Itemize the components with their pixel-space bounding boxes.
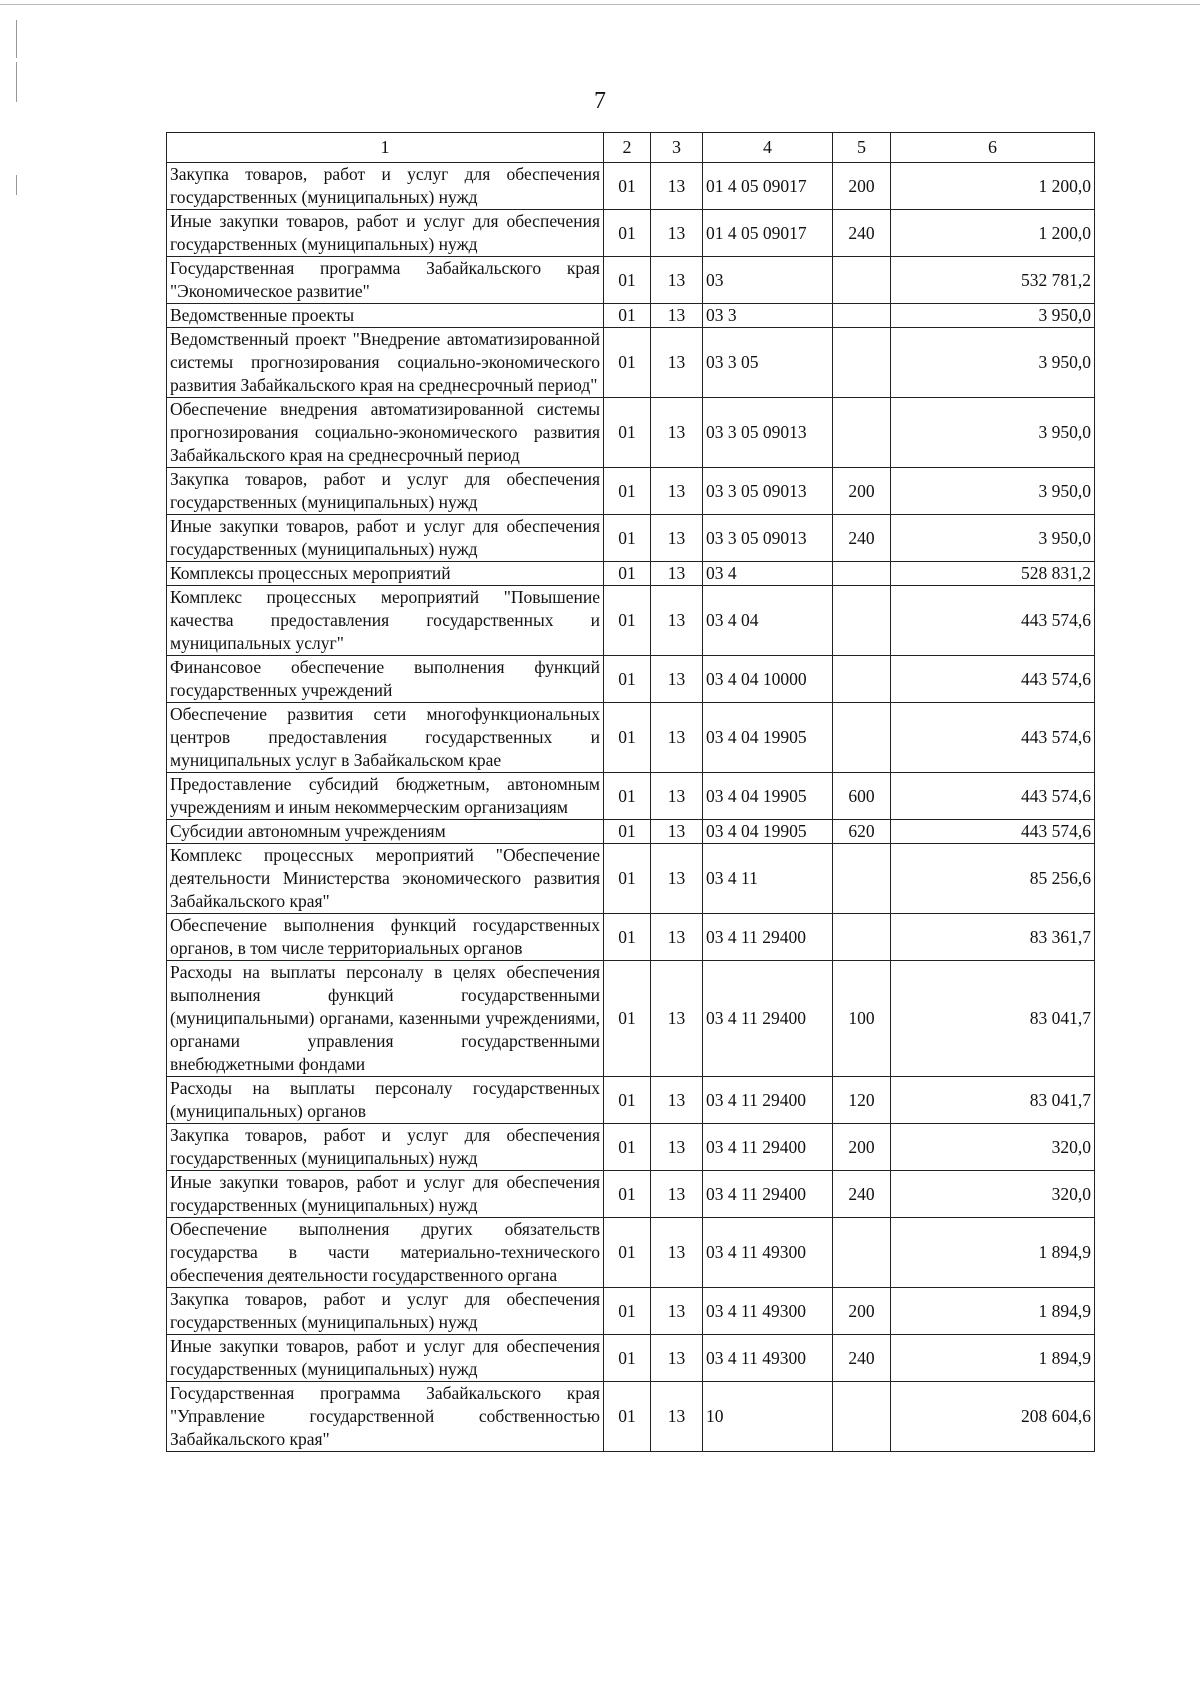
amount-cell: 320,0 [891,1171,1095,1218]
target-article-cell: 03 4 11 [703,844,833,914]
scan-edge-line [0,4,1200,5]
table-row [167,844,1095,914]
subsection-code-cell: 13 [651,257,703,304]
table-row [167,328,1095,398]
item-name-cell: Иные закупки товаров, работ и услуг для обеспечения государственных (муниципальных) нужд [167,1335,604,1382]
target-article-cell: 01 4 05 09017 [703,210,833,257]
amount-cell: 85 256,6 [891,844,1095,914]
column-header: 1 [167,133,604,163]
expense-type-cell [833,304,891,328]
subsection-code-cell: 13 [651,304,703,328]
section-code-cell: 01 [604,1335,651,1382]
section-code-cell: 01 [604,1077,651,1124]
table-row [167,1288,1095,1335]
subsection-code-cell: 13 [651,1218,703,1288]
amount-cell: 1 200,0 [891,210,1095,257]
subsection-code-cell: 13 [651,703,703,773]
page-number: 7 [594,88,606,114]
target-article-cell: 03 3 05 09013 [703,515,833,562]
amount-cell: 1 894,9 [891,1218,1095,1288]
subsection-code-cell: 13 [651,656,703,703]
section-code-cell: 01 [604,328,651,398]
target-article-cell: 03 3 05 09013 [703,468,833,515]
target-article-cell: 03 4 11 29400 [703,1077,833,1124]
column-header: 3 [651,133,703,163]
section-code-cell: 01 [604,468,651,515]
table-row [167,1218,1095,1288]
expense-type-cell [833,1218,891,1288]
amount-cell: 3 950,0 [891,515,1095,562]
table-row [167,1335,1095,1382]
amount-cell: 443 574,6 [891,820,1095,844]
target-article-cell: 03 4 11 29400 [703,961,833,1077]
target-article-cell: 03 4 11 29400 [703,1124,833,1171]
section-code-cell: 01 [604,210,651,257]
target-article-cell: 03 3 [703,304,833,328]
section-code-cell: 01 [604,1218,651,1288]
target-article-cell: 03 4 11 29400 [703,1171,833,1218]
table-row [167,773,1095,820]
expense-type-cell: 600 [833,773,891,820]
subsection-code-cell: 13 [651,961,703,1077]
target-article-cell: 03 4 04 19905 [703,820,833,844]
subsection-code-cell: 13 [651,515,703,562]
expense-type-cell: 120 [833,1077,891,1124]
expense-type-cell [833,398,891,468]
expense-type-cell: 100 [833,961,891,1077]
item-name-cell: Комплекс процессных мероприятий "Обеспечение деятельности Министерства экономического развития Забайкальского края" [167,844,604,914]
column-header: 6 [891,133,1095,163]
budget-table [166,132,1095,1452]
amount-cell: 320,0 [891,1124,1095,1171]
expense-type-cell [833,257,891,304]
section-code-cell: 01 [604,1288,651,1335]
item-name-cell: Государственная программа Забайкальского края "Экономическое развитие" [167,257,604,304]
section-code-cell: 01 [604,703,651,773]
expense-type-cell [833,1382,891,1452]
table-row [167,468,1095,515]
amount-cell: 3 950,0 [891,328,1095,398]
table-row [167,656,1095,703]
item-name-cell: Ведомственный проект "Внедрение автоматизированной системы прогнозирования социально-экономического развития Забайкальского края на среднесрочный период" [167,328,604,398]
table-row [167,820,1095,844]
item-name-cell: Иные закупки товаров, работ и услуг для обеспечения государственных (муниципальных) нужд [167,1171,604,1218]
section-code-cell: 01 [604,163,651,210]
scan-margin-mark [16,20,17,58]
table-row [167,703,1095,773]
target-article-cell: 10 [703,1382,833,1452]
subsection-code-cell: 13 [651,773,703,820]
item-name-cell: Закупка товаров, работ и услуг для обеспечения государственных (муниципальных) нужд [167,1288,604,1335]
section-code-cell: 01 [604,961,651,1077]
item-name-cell: Обеспечение внедрения автоматизированной системы прогнозирования социально-экономического развития Забайкальского края на среднесрочный период [167,398,604,468]
item-name-cell: Иные закупки товаров, работ и услуг для обеспечения государственных (муниципальных) нужд [167,515,604,562]
amount-cell: 1 894,9 [891,1288,1095,1335]
section-code-cell: 01 [604,914,651,961]
table-row [167,1171,1095,1218]
section-code-cell: 01 [604,773,651,820]
subsection-code-cell: 13 [651,1335,703,1382]
subsection-code-cell: 13 [651,1171,703,1218]
target-article-cell: 03 [703,257,833,304]
item-name-cell: Субсидии автономным учреждениям [167,820,604,844]
amount-cell: 532 781,2 [891,257,1095,304]
expense-type-cell: 240 [833,1335,891,1382]
section-code-cell: 01 [604,820,651,844]
subsection-code-cell: 13 [651,820,703,844]
subsection-code-cell: 13 [651,1077,703,1124]
target-article-cell: 03 4 11 49300 [703,1288,833,1335]
amount-cell: 443 574,6 [891,773,1095,820]
target-article-cell: 03 4 04 19905 [703,773,833,820]
target-article-cell: 03 3 05 [703,328,833,398]
expense-type-cell: 240 [833,515,891,562]
item-name-cell: Государственная программа Забайкальского края "Управление государственной собственностью Забайкальского края" [167,1382,604,1452]
column-header: 2 [604,133,651,163]
table-body [167,163,1095,1452]
section-code-cell: 01 [604,586,651,656]
amount-cell: 528 831,2 [891,562,1095,586]
amount-cell: 1 894,9 [891,1335,1095,1382]
expense-type-cell: 200 [833,1124,891,1171]
subsection-code-cell: 13 [651,586,703,656]
subsection-code-cell: 13 [651,398,703,468]
expense-type-cell [833,844,891,914]
target-article-cell: 03 4 11 49300 [703,1335,833,1382]
section-code-cell: 01 [604,257,651,304]
amount-cell: 443 574,6 [891,656,1095,703]
table-header-row [167,133,1095,163]
subsection-code-cell: 13 [651,1124,703,1171]
expense-type-cell: 200 [833,468,891,515]
item-name-cell: Иные закупки товаров, работ и услуг для обеспечения государственных (муниципальных) нужд [167,210,604,257]
subsection-code-cell: 13 [651,210,703,257]
amount-cell: 1 200,0 [891,163,1095,210]
item-name-cell: Комплексы процессных мероприятий [167,562,604,586]
target-article-cell: 03 4 04 10000 [703,656,833,703]
expense-type-cell: 200 [833,1288,891,1335]
item-name-cell: Ведомственные проекты [167,304,604,328]
table-row [167,515,1095,562]
target-article-cell: 03 4 11 49300 [703,1218,833,1288]
expense-type-cell: 240 [833,1171,891,1218]
table-row [167,562,1095,586]
table-row [167,210,1095,257]
target-article-cell: 03 3 05 09013 [703,398,833,468]
table-row [167,1077,1095,1124]
item-name-cell: Обеспечение развития сети многофункциональных центров предоставления государственных и муниципальных услуг в Забайкальском крае [167,703,604,773]
item-name-cell: Предоставление субсидий бюджетным, автономным учреждениям и иным некоммерческим организациям [167,773,604,820]
expense-type-cell [833,562,891,586]
expense-type-cell [833,914,891,961]
amount-cell: 83 041,7 [891,1077,1095,1124]
table-row [167,163,1095,210]
amount-cell: 208 604,6 [891,1382,1095,1452]
expense-type-cell [833,328,891,398]
expense-type-cell [833,703,891,773]
target-article-cell: 03 4 [703,562,833,586]
subsection-code-cell: 13 [651,163,703,210]
table-row [167,257,1095,304]
expense-type-cell [833,586,891,656]
amount-cell: 83 361,7 [891,914,1095,961]
expense-type-cell: 620 [833,820,891,844]
subsection-code-cell: 13 [651,914,703,961]
section-code-cell: 01 [604,398,651,468]
table-row [167,586,1095,656]
item-name-cell: Комплекс процессных мероприятий "Повышение качества предоставления государственных и муниципальных услуг" [167,586,604,656]
item-name-cell: Обеспечение выполнения функций государственных органов, в том числе территориальных органов [167,914,604,961]
target-article-cell: 01 4 05 09017 [703,163,833,210]
item-name-cell: Финансовое обеспечение выполнения функций государственных учреждений [167,656,604,703]
column-header: 5 [833,133,891,163]
item-name-cell: Закупка товаров, работ и услуг для обеспечения государственных (муниципальных) нужд [167,468,604,515]
target-article-cell: 03 4 04 19905 [703,703,833,773]
amount-cell: 3 950,0 [891,304,1095,328]
section-code-cell: 01 [604,1171,651,1218]
item-name-cell: Обеспечение выполнения других обязательств государства в части материально-технического обеспечения деятельности государственного органа [167,1218,604,1288]
amount-cell: 83 041,7 [891,961,1095,1077]
item-name-cell: Расходы на выплаты персоналу государственных (муниципальных) органов [167,1077,604,1124]
item-name-cell: Закупка товаров, работ и услуг для обеспечения государственных (муниципальных) нужд [167,1124,604,1171]
amount-cell: 443 574,6 [891,586,1095,656]
target-article-cell: 03 4 11 29400 [703,914,833,961]
table-row [167,914,1095,961]
subsection-code-cell: 13 [651,468,703,515]
amount-cell: 443 574,6 [891,703,1095,773]
subsection-code-cell: 13 [651,844,703,914]
expense-type-cell: 240 [833,210,891,257]
section-code-cell: 01 [604,515,651,562]
table-row [167,1382,1095,1452]
section-code-cell: 01 [604,304,651,328]
item-name-cell: Расходы на выплаты персоналу в целях обеспечения выполнения функций государственными (муниципальными) органами, казенными учреждениями, органами управления государственными внебюджетными фондами [167,961,604,1077]
section-code-cell: 01 [604,1124,651,1171]
amount-cell: 3 950,0 [891,468,1095,515]
scan-margin-mark [16,175,17,195]
subsection-code-cell: 13 [651,1382,703,1452]
section-code-cell: 01 [604,656,651,703]
table-row [167,398,1095,468]
subsection-code-cell: 13 [651,328,703,398]
column-header: 4 [703,133,833,163]
expense-type-cell: 200 [833,163,891,210]
section-code-cell: 01 [604,844,651,914]
item-name-cell: Закупка товаров, работ и услуг для обеспечения государственных (муниципальных) нужд [167,163,604,210]
target-article-cell: 03 4 04 [703,586,833,656]
amount-cell: 3 950,0 [891,398,1095,468]
expense-type-cell [833,656,891,703]
subsection-code-cell: 13 [651,1288,703,1335]
table-row [167,1124,1095,1171]
subsection-code-cell: 13 [651,562,703,586]
table-row [167,304,1095,328]
section-code-cell: 01 [604,1382,651,1452]
section-code-cell: 01 [604,562,651,586]
table-row [167,961,1095,1077]
